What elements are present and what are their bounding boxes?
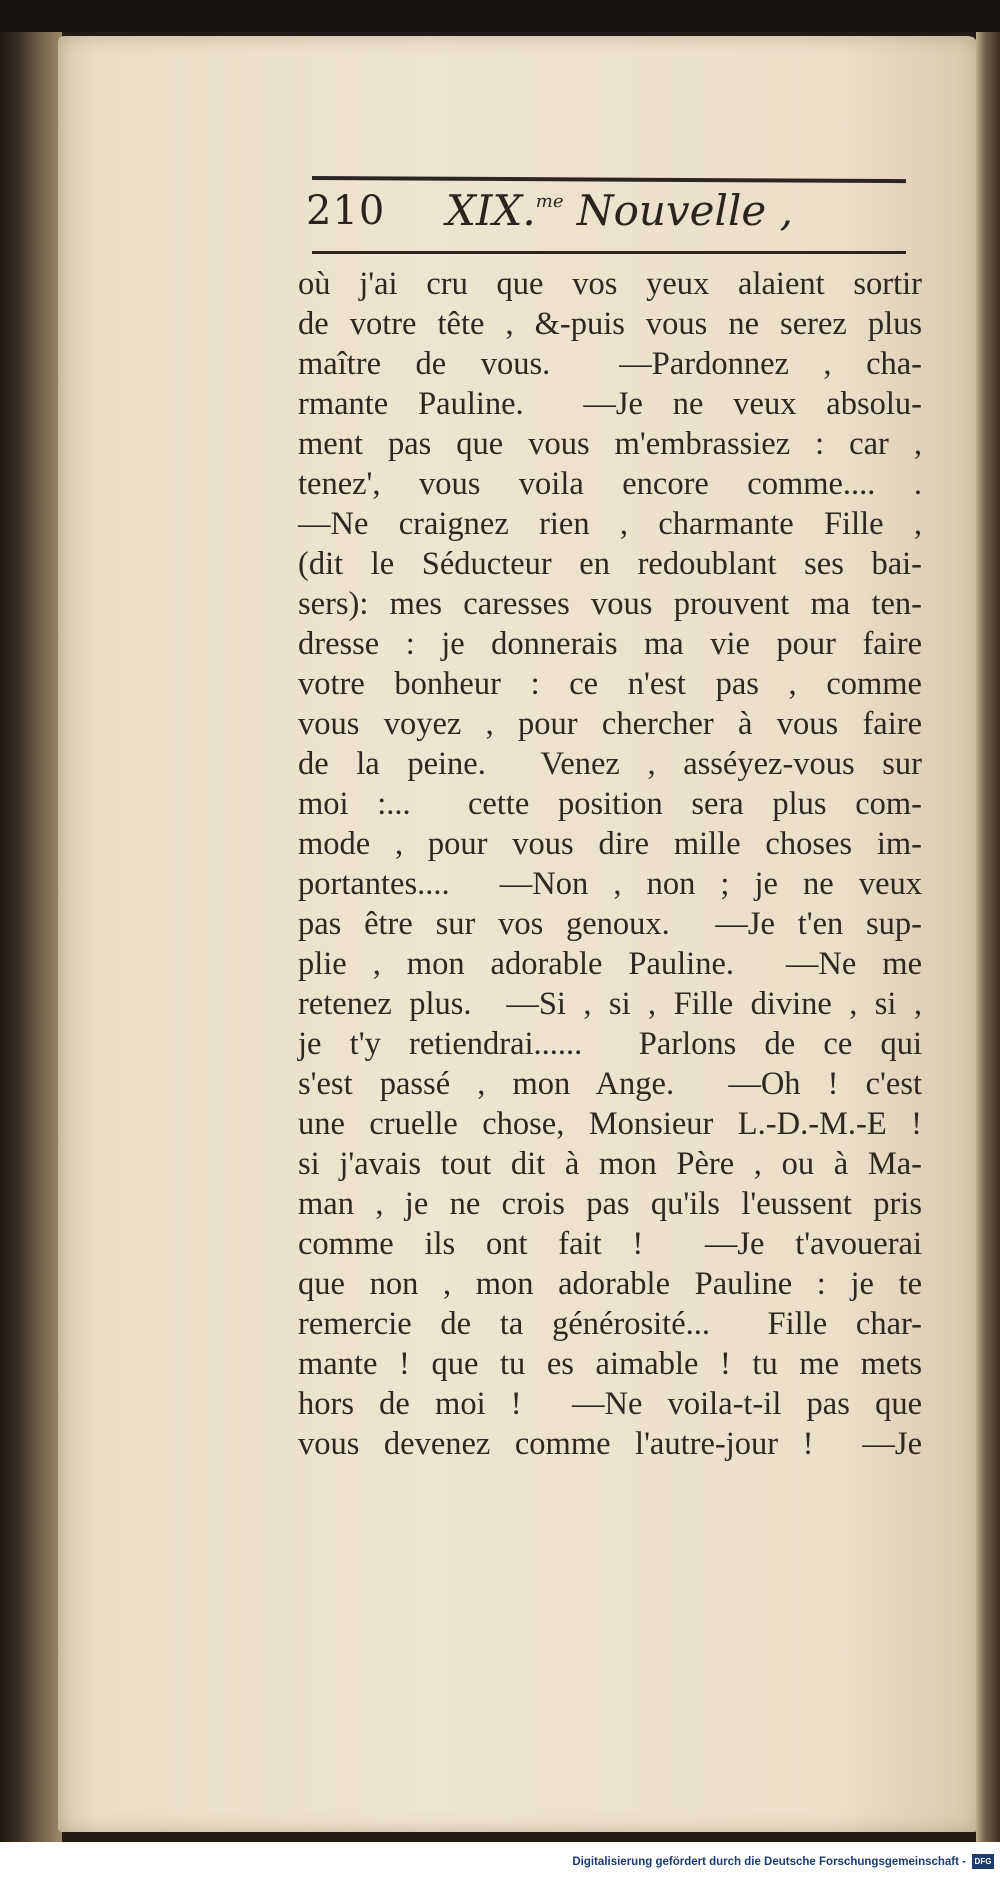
text-line: maître de vous. —Pardonnez , cha-: [298, 346, 922, 382]
text-line: remercie de ta générosité... Fille char-: [298, 1306, 922, 1342]
text-line: (dit le Séducteur en redoublant ses bai-: [298, 546, 922, 582]
page-fore-edge: [976, 32, 1000, 1842]
text-line: vous voyez , pour chercher à vous faire: [298, 706, 922, 742]
funding-credit: Digitalisierung gefördert durch die Deutsche Forschungsgemeinschaft -: [572, 1856, 966, 1868]
text-line: si j'avais tout dit à mon Père , ou à Ma-: [298, 1146, 922, 1182]
text-line: où j'ai cru que vos yeux alaient sortir: [298, 266, 922, 302]
text-line: moi :... cette position sera plus com-: [298, 786, 922, 822]
body-text: [298, 264, 922, 1464]
running-head-numeral: XIX.: [446, 186, 536, 235]
text-line: plie , mon adorable Pauline. —Ne me: [298, 946, 922, 982]
text-line: —Ne craignez rien , charmante Fille ,: [298, 506, 922, 542]
text-line: s'est passé , mon Ange. —Oh ! c'est: [298, 1066, 922, 1102]
text-line: rmante Pauline. —Je ne veux absolu-: [298, 386, 922, 422]
text-line: portantes.... —Non , non ; je ne veux: [298, 866, 922, 902]
scan-top-border: [0, 0, 1000, 32]
running-head-title: Nouvelle ,: [576, 186, 793, 235]
text-line: tenez', vous voila encore comme.... .: [298, 466, 922, 502]
text-line: votre bonheur : ce n'est pas , comme: [298, 666, 922, 702]
text-line: mante ! que tu es aimable ! tu me mets: [298, 1346, 922, 1382]
text-line: sers): mes caresses vous prouvent ma ten-: [298, 586, 922, 622]
text-line: man , je ne crois pas qu'ils l'eussent pris: [298, 1186, 922, 1222]
text-line: que non , mon adorable Pauline : je te: [298, 1266, 922, 1302]
running-head-superscript: me: [535, 191, 564, 212]
text-line: comme ils ont fait ! —Je t'avouerai: [298, 1226, 922, 1262]
text-line: je t'y retiendrai...... Parlons de ce qui: [298, 1026, 922, 1062]
text-line: ment pas que vous m'embrassiez : car ,: [298, 426, 922, 462]
text-line: vous devenez comme l'autre-jour ! —Je: [298, 1426, 922, 1462]
running-head: [446, 186, 793, 235]
dfg-logo: DFG: [972, 1854, 994, 1869]
book-spine-edge: [0, 32, 62, 1842]
header-rule-bottom: [312, 251, 906, 254]
text-line: dresse : je donnerais ma vie pour faire: [298, 626, 922, 662]
text-line: de votre tête , &-puis vous ne serez plus: [298, 306, 922, 342]
text-line: de la peine. Venez , asséyez-vous sur: [298, 746, 922, 782]
text-line: retenez plus. —Si , si , Fille divine , si ,: [298, 986, 922, 1022]
page-number: 210: [306, 188, 386, 234]
text-line: pas être sur vos genoux. —Je t'en sup-: [298, 906, 922, 942]
text-line: mode , pour vous dire mille choses im-: [298, 826, 922, 862]
text-line: hors de moi ! —Ne voila-t-il pas que: [298, 1386, 922, 1422]
text-line: une cruelle chose, Monsieur L.-D.-M.-E !: [298, 1106, 922, 1142]
